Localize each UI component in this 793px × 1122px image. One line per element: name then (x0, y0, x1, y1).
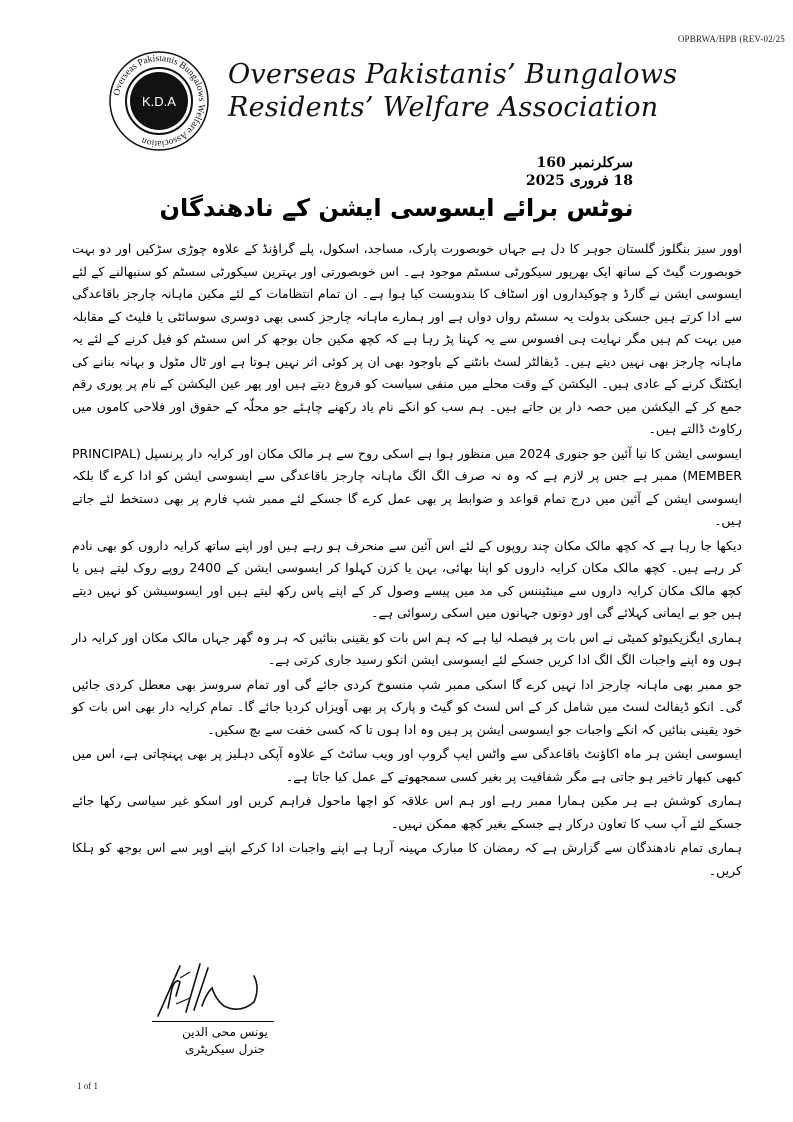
paragraph: اوور سیز بنگلوز گلستان جوہر کا دل ہے جہاں خوبصورت پارک، مساجد، اسکول، پلے گراؤنڈ کے علاوہ چوڑی سڑکیں اور دو بہت خوبصورت گیٹ کے ساتھ ایک بھرپور سیکورٹی سسٹم موجود ہے۔ اس خوبصورتی اور بہترین سیکورٹی سسٹم کو سنبھالنے کے لئے ایسوسی ایشن نے گارڈ و چوکیداروں اور اسٹاف کا بندوبست کیا ہوا ہے۔ ان تمام انتظامات کے لئے مکین ماہانہ چارجز باقاعدگی سے ادا کرتے ہیں جسکی بدولت یہ سسٹم رواں دواں ہے اور ہمارے ماہانہ چارجز کسی بھی دوسری سوسائٹی یا فلیٹ کے مقابلہ میں بہت کم ہیں مگر نہایت ہی افسوس سے یہ کہنا پڑ رہا ہے کہ کچھ مکین جان بوجھ کر اس سسٹم کو فیل کرنے کے لئے یہ ماہانہ چارجز بھی نہیں دیتے ہیں۔ ڈیفالٹر لسٹ بانٹنے کے باوجود بھی ان پر کوئی اثر نہیں ہوتا ہے اور ٹال مٹول و بہانہ بنانے کی ایکٹنگ کرنے کے عادی ہیں۔ الیکشن کے وقت محلے میں منفی سیاست کو فروغ دیتے ہیں اور پھر عین الیکشن کے نام پر پوری رقم جمع کر کے الیکشن میں حصہ دار بن جاتے ہیں۔ ہم سب کو انکے نام یاد رکھنے چاہئے جو محلّہ کے حقوق اور فلاحی کاموں میں رکاوٹ ڈالتے ہیں۔ (72, 241, 742, 436)
association-seal-icon (108, 50, 210, 152)
org-name-line1: Overseas Pakistanis’ Bungalows (228, 59, 678, 90)
notice-title: نوٹس برائے ایسوسی ایشن کے نادھندگان (159, 194, 634, 222)
document-reference-code: OPBRWA/HPB (REV-02/25 (677, 34, 785, 44)
org-name-line2: Residents’ Welfare Association (228, 92, 659, 123)
svg-text:Overseas Pakistanis Bungalows: Overseas Pakistanis Bungalows Welfare Association (112, 53, 207, 149)
paragraph: دیکھا جا رہا ہے کہ کچھ مالک مکان چند روپوں کے لئے اس آئین سے منحرف ہو رہے ہیں اور اپنے ساتھ کرایہ داروں کو بھی نادم کر رہے ہیں۔ کچھ مالک مکان کرایہ داروں کو اپنا بھائی، بہن یا کزن کہلوا کر ایسوسی ایشن کے 2400 روپے روک لیتے ہیں یا کچھ مالک مکان کرایہ داروں سے مینٹیننس کی مد میں پیسے وصول کر کے اپنے پاس رکھ لیتے ہیں اور ایسوسیشن کو نہیں دیتے ہیں جو بے ایمانی کہلائے گی اور دونوں جہانوں میں اسکی رسوائی ہے۔ (72, 537, 742, 620)
circular-date: 18 فروری 2025 (525, 173, 633, 189)
organization-name (228, 58, 677, 124)
page-indicator: 1 of 1 (77, 1081, 98, 1091)
paragraph: ہماری ایگزیکیوٹو کمیٹی نے اس بات پر فیصلہ لیا ہے کہ ہم اس بات کو یقینی بنائیں کہ ہر وہ گھر جہاں مالک مکان اور کرایہ دار ہوں وہ اپنے واجبات الگ الگ ادا کریں جسکے لئے ایسوسی ایشن انکو رسید جاری کرتی ہے۔ (72, 629, 742, 667)
notice-body (72, 238, 742, 884)
signatory-designation: جنرل سیکریٹری (184, 1042, 266, 1056)
circular-number: سرکلرنمبر 160 (536, 155, 633, 171)
signatory-name: یونس محی الدین (182, 1025, 268, 1039)
paragraph: ہماری کوشش ہے ہر مکین ہمارا ممبر رہے اور ہم اس علاقہ کو اچھا ماحول فراہم کریں اور اسکو غیر سیاسی رکھا جائے جسکے لئے آپ سب کا تعاون درکار ہے جسکے بغیر کچھ ممکن نہیں۔ (72, 793, 742, 831)
paragraph: ایسوسی ایشن کا نیا آئین جو جنوری 2024 میں منظور ہوا ہے اسکی روح سے ہر مالک مکان اور کرایہ دار پرنسپل (PRINCIPAL MEMBER) ممبر ہے جس پر لازم ہے کہ وہ نہ صرف الگ الگ ماہانہ چارجز باقاعدگی سے ایسوسی ایشن کو ادا کرے گا بلکہ ایسوسی ایشن کے آئین میں درج تمام قواعد و ضوابط پر بھی عمل کرے گا جسکے لئے ممبر شپ فارم پر بھی دستخط لئے جاتے ہیں۔ (72, 445, 743, 528)
paragraph: جو ممبر بھی ماہانہ چارجز ادا نہیں کرے گا اسکی ممبر شپ منسوخ کردی جائے گی اور تمام سروسز بھی معطل کردی جائیں گی۔ انکو ڈیفالٹ لسٹ میں شامل کر کے اس لسٹ کو گیٹ و پارک پر بھی آویزاں کردیا جائے گا۔ تمام کرایہ دار بھی اس بات کو خود یقینی بنائیں کہ انکے واجبات جو ایسوسی ایشن پر ہیں وہ ادا ہوں تا کہ کسی خفت سے بچ سکیں۔ (72, 676, 742, 737)
signature-line (152, 1021, 274, 1022)
signatory (170, 1024, 280, 1058)
paragraph: ایسوسی ایشن ہر ماہ اکاؤنٹ باقاعدگی سے واٹس ایپ گروپ اور ویب سائٹ کے علاوہ آپکی دہلیز پر بھی پہنچاتی ہے، اس میں کبھی کبھار تاخیر ہو جاتی ہے مگر شفافیت پر بغیر کسی سمجھوتے کے عمل کیا جاتا ہے۔ (72, 746, 742, 784)
handwritten-signature-icon (150, 958, 300, 1018)
logo-center-text: K.D.A (142, 94, 176, 109)
circular-info (526, 154, 633, 190)
paragraph: ہماری تمام نادھندگان سے گزارش ہے کہ رمضان کا مبارک مہینہ آرہا ہے اپنے واجبات ادا کرکے اپنے اوپر سے اس بوجھ کو ہلکا کریں۔ (72, 840, 742, 878)
